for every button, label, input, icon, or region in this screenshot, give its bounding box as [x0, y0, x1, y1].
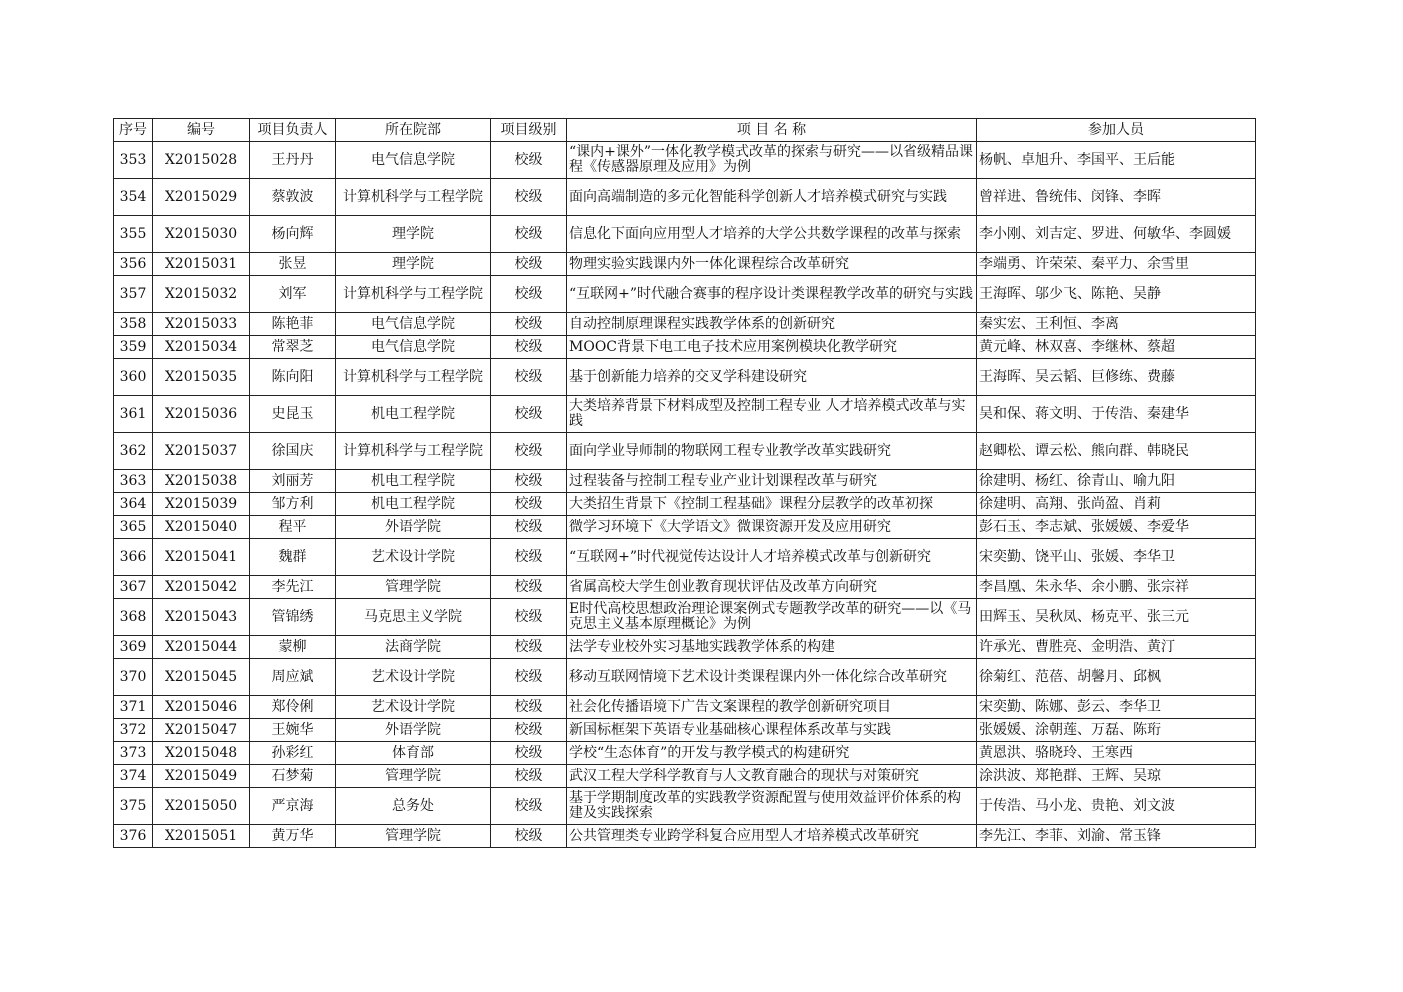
- cell-code: X2015041: [153, 539, 250, 576]
- cell-code: X2015028: [153, 142, 250, 179]
- cell-title: 武汉工程大学科学教育与人文教育融合的现状与对策研究: [567, 765, 977, 788]
- cell-members: 徐菊红、范蓓、胡馨月、邱枫: [977, 659, 1256, 696]
- cell-code: X2015051: [153, 825, 250, 848]
- cell-seq: 358: [114, 313, 153, 336]
- cell-level: 校级: [491, 253, 567, 276]
- cell-title: 大类招生背景下《控制工程基础》课程分层教学的改革初探: [567, 493, 977, 516]
- table-row: [114, 216, 1256, 253]
- cell-code: X2015047: [153, 719, 250, 742]
- cell-seq: 369: [114, 636, 153, 659]
- cell-dept: 计算机科学与工程学院: [336, 433, 491, 470]
- header-leader: 项目负责人: [250, 119, 336, 142]
- cell-seq: 374: [114, 765, 153, 788]
- table-row: [114, 433, 1256, 470]
- cell-members: 张媛媛、涂朝莲、万磊、陈珩: [977, 719, 1256, 742]
- cell-dept: 计算机科学与工程学院: [336, 179, 491, 216]
- cell-title: 面向学业导师制的物联网工程专业教学改革实践研究: [567, 433, 977, 470]
- cell-leader: 史昆玉: [250, 396, 336, 433]
- cell-dept: 机电工程学院: [336, 493, 491, 516]
- cell-leader: 王婉华: [250, 719, 336, 742]
- cell-title: “互联网+”时代融合赛事的程序设计类课程教学改革的研究与实践: [567, 276, 977, 313]
- cell-level: 校级: [491, 142, 567, 179]
- cell-members: 许承光、曹胜亮、金明浩、黄汀: [977, 636, 1256, 659]
- cell-code: X2015031: [153, 253, 250, 276]
- cell-level: 校级: [491, 313, 567, 336]
- cell-members: 田辉玉、吴秋凤、杨克平、张三元: [977, 599, 1256, 636]
- cell-code: X2015035: [153, 359, 250, 396]
- cell-seq: 371: [114, 696, 153, 719]
- table-row: [114, 276, 1256, 313]
- cell-code: X2015043: [153, 599, 250, 636]
- cell-level: 校级: [491, 788, 567, 825]
- cell-title: 公共管理类专业跨学科复合应用型人才培养模式改革研究: [567, 825, 977, 848]
- cell-dept: 艺术设计学院: [336, 696, 491, 719]
- cell-level: 校级: [491, 493, 567, 516]
- cell-members: 王海晖、吴云韬、巨修练、费藤: [977, 359, 1256, 396]
- cell-members: 李昌凰、朱永华、余小鹏、张宗祥: [977, 576, 1256, 599]
- cell-members: 杨帆、卓旭升、李国平、王后能: [977, 142, 1256, 179]
- cell-members: 黄恩洪、骆晓玲、王寒西: [977, 742, 1256, 765]
- cell-dept: 体育部: [336, 742, 491, 765]
- cell-leader: 刘丽芳: [250, 470, 336, 493]
- cell-dept: 外语学院: [336, 719, 491, 742]
- table-row: [114, 788, 1256, 825]
- cell-level: 校级: [491, 516, 567, 539]
- cell-dept: 计算机科学与工程学院: [336, 359, 491, 396]
- cell-members: 徐建明、杨红、徐青山、喻九阳: [977, 470, 1256, 493]
- header-title: 项 目 名 称: [567, 119, 977, 142]
- cell-title: 过程装备与控制工程专业产业计划课程改革与研究: [567, 470, 977, 493]
- cell-leader: 张昱: [250, 253, 336, 276]
- cell-members: 黄元峰、林双喜、李继林、蔡超: [977, 336, 1256, 359]
- cell-seq: 368: [114, 599, 153, 636]
- cell-dept: 管理学院: [336, 765, 491, 788]
- cell-dept: 艺术设计学院: [336, 539, 491, 576]
- cell-leader: 蔡敦波: [250, 179, 336, 216]
- cell-leader: 刘军: [250, 276, 336, 313]
- cell-members: 李先江、李菲、刘渝、常玉锋: [977, 825, 1256, 848]
- header-row: [114, 119, 1256, 142]
- cell-dept: 马克思主义学院: [336, 599, 491, 636]
- cell-code: X2015037: [153, 433, 250, 470]
- header-seq: 序号: [114, 119, 153, 142]
- cell-level: 校级: [491, 742, 567, 765]
- cell-leader: 陈向阳: [250, 359, 336, 396]
- cell-title: 移动互联网情境下艺术设计类课程课内外一体化综合改革研究: [567, 659, 977, 696]
- table-row: [114, 539, 1256, 576]
- cell-level: 校级: [491, 359, 567, 396]
- cell-leader: 邹方利: [250, 493, 336, 516]
- cell-code: X2015048: [153, 742, 250, 765]
- cell-members: 李端勇、许荣荣、秦平力、余雪里: [977, 253, 1256, 276]
- cell-leader: 王丹丹: [250, 142, 336, 179]
- cell-code: X2015036: [153, 396, 250, 433]
- cell-seq: 362: [114, 433, 153, 470]
- cell-members: 徐建明、高翔、张尚盈、肖莉: [977, 493, 1256, 516]
- cell-leader: 李先江: [250, 576, 336, 599]
- cell-title: 大类培养背景下材料成型及控制工程专业 人才培养模式改革与实践: [567, 396, 977, 433]
- cell-dept: 法商学院: [336, 636, 491, 659]
- cell-seq: 372: [114, 719, 153, 742]
- cell-leader: 魏群: [250, 539, 336, 576]
- cell-dept: 机电工程学院: [336, 396, 491, 433]
- cell-seq: 366: [114, 539, 153, 576]
- cell-members: 宋奕勤、饶平山、张媛、李华卫: [977, 539, 1256, 576]
- cell-seq: 361: [114, 396, 153, 433]
- header-code: 编号: [153, 119, 250, 142]
- cell-leader: 石梦菊: [250, 765, 336, 788]
- cell-dept: 外语学院: [336, 516, 491, 539]
- cell-leader: 黄万华: [250, 825, 336, 848]
- cell-title: 自动控制原理课程实践教学体系的创新研究: [567, 313, 977, 336]
- cell-dept: 管理学院: [336, 825, 491, 848]
- cell-title: 基于创新能力培养的交叉学科建设研究: [567, 359, 977, 396]
- table-row: [114, 742, 1256, 765]
- cell-code: X2015038: [153, 470, 250, 493]
- cell-leader: 周应斌: [250, 659, 336, 696]
- table-body: [114, 142, 1256, 848]
- cell-dept: 电气信息学院: [336, 313, 491, 336]
- table-row: [114, 359, 1256, 396]
- table-row: [114, 396, 1256, 433]
- cell-leader: 孙彩红: [250, 742, 336, 765]
- cell-code: X2015033: [153, 313, 250, 336]
- cell-leader: 程平: [250, 516, 336, 539]
- cell-leader: 郑伶俐: [250, 696, 336, 719]
- cell-level: 校级: [491, 276, 567, 313]
- table-row: [114, 599, 1256, 636]
- header-members: 参加人员: [977, 119, 1256, 142]
- table-row: [114, 636, 1256, 659]
- cell-level: 校级: [491, 336, 567, 359]
- cell-members: 曾祥进、鲁统伟、闵锋、李晖: [977, 179, 1256, 216]
- cell-title: “互联网+”时代视觉传达设计人才培养模式改革与创新研究: [567, 539, 977, 576]
- header-dept: 所在院部: [336, 119, 491, 142]
- table-row: [114, 696, 1256, 719]
- cell-seq: 354: [114, 179, 153, 216]
- cell-title: 面向高端制造的多元化智能科学创新人才培养模式研究与实践: [567, 179, 977, 216]
- cell-level: 校级: [491, 433, 567, 470]
- cell-seq: 373: [114, 742, 153, 765]
- cell-code: X2015029: [153, 179, 250, 216]
- cell-title: MOOC背景下电工电子技术应用案例模块化教学研究: [567, 336, 977, 359]
- table-row: [114, 313, 1256, 336]
- cell-dept: 电气信息学院: [336, 142, 491, 179]
- cell-seq: 356: [114, 253, 153, 276]
- cell-level: 校级: [491, 659, 567, 696]
- cell-members: 秦实宏、王利恒、李离: [977, 313, 1256, 336]
- cell-code: X2015045: [153, 659, 250, 696]
- cell-title: 基于学期制度改革的实践教学资源配置与使用效益评价体系的构建及实践探索: [567, 788, 977, 825]
- cell-code: X2015049: [153, 765, 250, 788]
- table-row: [114, 576, 1256, 599]
- cell-seq: 376: [114, 825, 153, 848]
- cell-title: 学校“生态体育”的开发与教学模式的构建研究: [567, 742, 977, 765]
- cell-title: 微学习环境下《大学语文》微课资源开发及应用研究: [567, 516, 977, 539]
- table-row: [114, 142, 1256, 179]
- cell-title: 社会化传播语境下广告文案课程的教学创新研究项目: [567, 696, 977, 719]
- cell-level: 校级: [491, 396, 567, 433]
- cell-title: 信息化下面向应用型人才培养的大学公共数学课程的改革与探索: [567, 216, 977, 253]
- cell-members: 于传浩、马小龙、贵艳、刘文波: [977, 788, 1256, 825]
- cell-dept: 理学院: [336, 216, 491, 253]
- cell-code: X2015046: [153, 696, 250, 719]
- cell-title: 省属高校大学生创业教育现状评估及改革方向研究: [567, 576, 977, 599]
- cell-code: X2015030: [153, 216, 250, 253]
- cell-level: 校级: [491, 539, 567, 576]
- cell-dept: 理学院: [336, 253, 491, 276]
- cell-leader: 严京海: [250, 788, 336, 825]
- cell-code: X2015044: [153, 636, 250, 659]
- table-row: [114, 493, 1256, 516]
- cell-level: 校级: [491, 470, 567, 493]
- cell-leader: 常翠芝: [250, 336, 336, 359]
- cell-dept: 机电工程学院: [336, 470, 491, 493]
- cell-title: 物理实验实践课内外一体化课程综合改革研究: [567, 253, 977, 276]
- cell-level: 校级: [491, 636, 567, 659]
- table-row: [114, 659, 1256, 696]
- cell-members: 宋奕勤、陈娜、彭云、李华卫: [977, 696, 1256, 719]
- cell-seq: 355: [114, 216, 153, 253]
- cell-seq: 364: [114, 493, 153, 516]
- cell-seq: 367: [114, 576, 153, 599]
- table-row: [114, 253, 1256, 276]
- cell-dept: 计算机科学与工程学院: [336, 276, 491, 313]
- cell-members: 王海晖、邬少飞、陈艳、吴静: [977, 276, 1256, 313]
- cell-dept: 管理学院: [336, 576, 491, 599]
- cell-code: X2015042: [153, 576, 250, 599]
- cell-dept: 电气信息学院: [336, 336, 491, 359]
- cell-level: 校级: [491, 179, 567, 216]
- cell-leader: 管锦绣: [250, 599, 336, 636]
- table-row: [114, 336, 1256, 359]
- cell-seq: 375: [114, 788, 153, 825]
- cell-leader: 徐国庆: [250, 433, 336, 470]
- cell-leader: 杨向辉: [250, 216, 336, 253]
- cell-title: E时代高校思想政治理论课案例式专题教学改革的研究——以《马克思主义基本原理概论》为例: [567, 599, 977, 636]
- table-row: [114, 825, 1256, 848]
- cell-title: 法学专业校外实习基地实践教学体系的构建: [567, 636, 977, 659]
- cell-level: 校级: [491, 719, 567, 742]
- header-level: 项目级别: [491, 119, 567, 142]
- cell-members: 吴和保、蒋文明、于传浩、秦建华: [977, 396, 1256, 433]
- cell-seq: 359: [114, 336, 153, 359]
- cell-seq: 370: [114, 659, 153, 696]
- cell-title: 新国标框架下英语专业基础核心课程体系改革与实践: [567, 719, 977, 742]
- cell-code: X2015050: [153, 788, 250, 825]
- cell-seq: 353: [114, 142, 153, 179]
- cell-members: 彭石玉、李志斌、张媛媛、李爱华: [977, 516, 1256, 539]
- cell-leader: 蒙柳: [250, 636, 336, 659]
- cell-members: 赵卿松、谭云松、熊向群、韩晓民: [977, 433, 1256, 470]
- cell-title: “课内+课外”一体化教学模式改革的探索与研究——以省级精品课程《传感器原理及应用》为例: [567, 142, 977, 179]
- table-row: [114, 765, 1256, 788]
- cell-leader: 陈艳菲: [250, 313, 336, 336]
- table-row: [114, 719, 1256, 742]
- cell-code: X2015040: [153, 516, 250, 539]
- project-table: [113, 118, 1256, 848]
- cell-level: 校级: [491, 696, 567, 719]
- cell-code: X2015034: [153, 336, 250, 359]
- cell-level: 校级: [491, 576, 567, 599]
- cell-seq: 360: [114, 359, 153, 396]
- cell-level: 校级: [491, 599, 567, 636]
- cell-members: 涂洪波、郑艳群、王辉、吴琼: [977, 765, 1256, 788]
- cell-level: 校级: [491, 765, 567, 788]
- cell-level: 校级: [491, 825, 567, 848]
- table-row: [114, 179, 1256, 216]
- cell-seq: 363: [114, 470, 153, 493]
- cell-dept: 艺术设计学院: [336, 659, 491, 696]
- table-row: [114, 516, 1256, 539]
- cell-seq: 357: [114, 276, 153, 313]
- table-row: [114, 470, 1256, 493]
- cell-code: X2015032: [153, 276, 250, 313]
- cell-seq: 365: [114, 516, 153, 539]
- cell-members: 李小刚、刘吉定、罗进、何敏华、李圆媛: [977, 216, 1256, 253]
- cell-dept: 总务处: [336, 788, 491, 825]
- cell-code: X2015039: [153, 493, 250, 516]
- cell-level: 校级: [491, 216, 567, 253]
